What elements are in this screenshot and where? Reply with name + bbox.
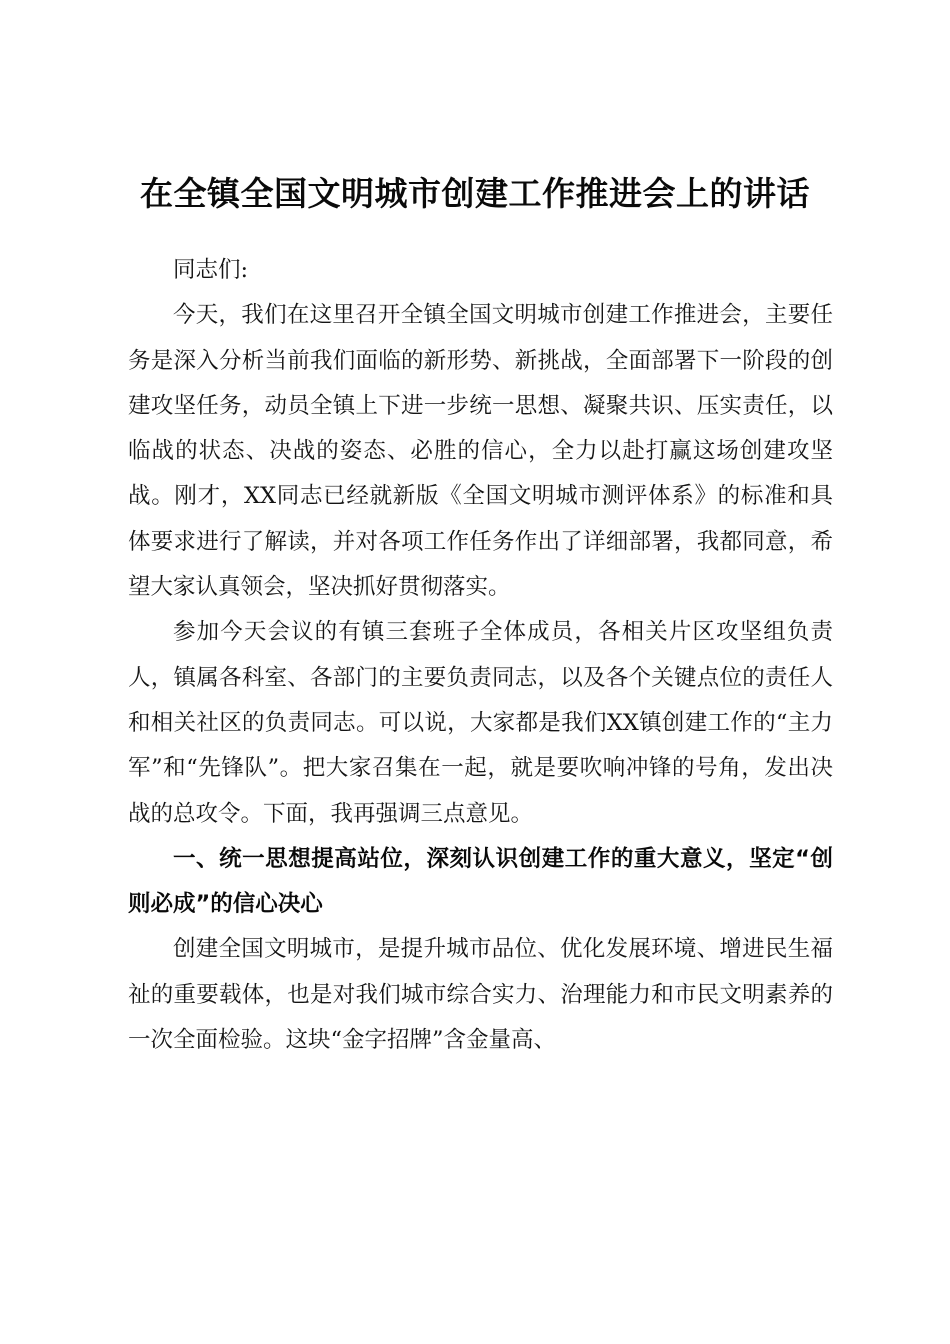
section-paragraph: 创建全国文明城市，是提升城市品位、优化发展环境、增进民生福祉的重要载体，也是对我们城市综合实力、治理能力和市民文明素养的一次全面检验。这块“金字招牌”含金量高、 bbox=[128, 936, 833, 1054]
paragraph-attendees: 参加今天会议的有镇三套班子全体成员，各相关片区攻坚组负责人，镇属各科室、各部门的主要负责同志，以及各个关键点位的责任人和相关社区的负责同志。可以说，大家都是我们XX镇创建工作的“主力军”和“先锋队”。把大家召集在一起，就是要吹响冲锋的号角，发出决战的总攻令。下面，我再强调三点意见。 bbox=[128, 619, 833, 827]
document-body bbox=[128, 248, 833, 1063]
paragraph-opening: 今天，我们在这里召开全镇全国文明城市创建工作推进会，主要任务是深入分析当前我们面临的新形势、新挑战，全面部署下一阶段的创建攻坚任务，动员全镇上下进一步统一思想、凝聚共识、压实责任，以临战的状态、决战的姿态、必胜的信心，全力以赴打赢这场创建攻坚战。刚才，XX同志已经就新版《全国文明城市测评体系》的标准和具体要求进行了解读，并对各项工作任务作出了详细部署，我都同意，希望大家认真领会，坚决抓好贯彻落实。 bbox=[128, 302, 833, 601]
section-heading: 一、统一思想提高站位，深刻认识创建工作的重大意义，坚定“创则必成”的信心决心 bbox=[128, 845, 833, 918]
document-title: 在全镇全国文明城市创建工作推进会上的讲话 bbox=[140, 174, 810, 213]
salutation: 同志们: bbox=[173, 257, 249, 283]
